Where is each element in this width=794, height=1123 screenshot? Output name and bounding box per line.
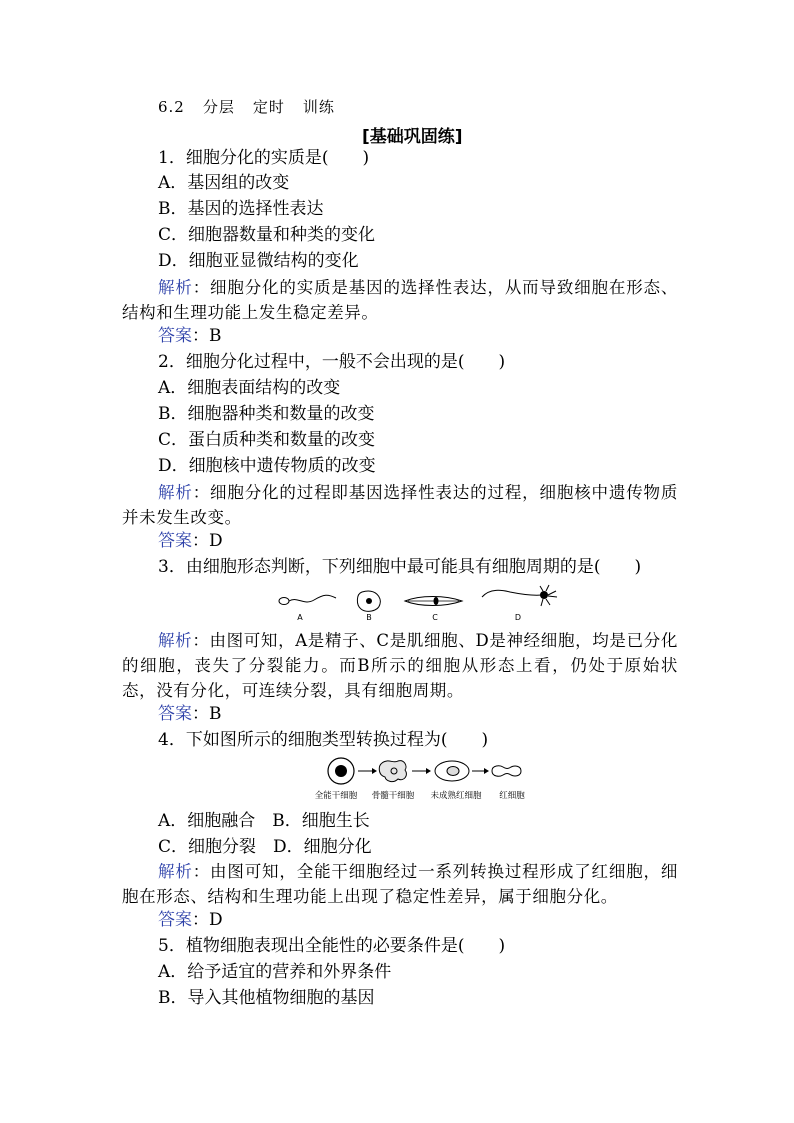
q2-option-d: D．细胞核中遗传物质的改变	[158, 456, 376, 476]
fig-label-a: A	[297, 613, 303, 622]
q4-analysis-text: 由图可知，全能干细胞经过一系列转换过程形成了红细胞，细胞在形态、结构和生理功能上出现了稳定性差异，属于细胞分化。	[122, 862, 678, 906]
heading-part-2: 定时	[252, 98, 285, 116]
answer-label: 答案	[158, 326, 192, 346]
q2-option-a: A．细胞表面结构的改变	[158, 378, 341, 398]
answer-label: 答案	[158, 910, 192, 930]
q2-stem: 2．细胞分化过程中，一般不会出现的是( )	[158, 352, 506, 372]
q4-answer-value: D	[209, 910, 223, 930]
q5-option-a: A．给予适宜的营养和外界条件	[158, 962, 392, 982]
q1-option-c: C．细胞器数量和种类的变化	[158, 225, 376, 245]
heading-part-1: 分层	[202, 98, 235, 116]
q4-answer: 答案：D	[158, 910, 223, 930]
muscle-cell-drawing	[405, 597, 462, 606]
q2-answer: 答案：D	[158, 531, 223, 551]
fig-label-b: B	[366, 613, 372, 622]
sperm-cell-drawing	[279, 595, 336, 604]
q4-cell-transition-figure	[308, 756, 538, 806]
q3-stem: 3．由细胞形态判断，下列细胞中最可能具有细胞周期的是( )	[158, 557, 642, 577]
analysis-label: 解析	[158, 483, 193, 502]
fig-label-d: D	[514, 613, 522, 622]
q1-analysis: 解析：细胞分化的实质是基因的选择性表达，从而导致细胞在形态、结构和生理功能上发生稳定差异。	[122, 278, 678, 322]
q1-option-b: B．基因的选择性表达	[158, 199, 324, 219]
q1-answer: 答案：B	[158, 326, 222, 346]
q4-options-row2: C．细胞分裂 D．细胞分化	[158, 837, 372, 857]
q1-stem: 1．细胞分化的实质是( )	[158, 148, 370, 168]
fig-label-c: C	[432, 613, 438, 622]
answer-label: 答案	[158, 704, 192, 724]
analysis-label: 解析	[158, 278, 193, 297]
answer-label: 答案	[158, 531, 192, 551]
fig-label-totipotent: 全能干细胞	[314, 791, 358, 801]
q3-cell-figure	[270, 582, 570, 624]
q1-option-a: A．基因组的改变	[158, 173, 290, 193]
section-heading	[158, 96, 335, 117]
fig-label-immature: 未成熟红细胞	[430, 791, 482, 801]
q2-answer-value: D	[209, 531, 223, 551]
neuron-cell-drawing	[482, 585, 557, 606]
fig-label-marrow: 骨髓干细胞	[371, 791, 415, 801]
q5-stem: 5．植物细胞表现出全能性的必要条件是( )	[158, 936, 506, 956]
analysis-label: 解析	[158, 862, 193, 881]
heading-part-3: 训练	[302, 98, 335, 116]
fig-label-rbc: 红细胞	[499, 791, 525, 801]
q5-option-b: B．导入其他植物细胞的基因	[158, 988, 375, 1008]
round-cell-drawing	[357, 591, 380, 611]
q2-analysis: 解析：细胞分化的过程即基因选择性表达的过程，细胞核中遗传物质并未发生改变。	[122, 483, 678, 527]
q1-analysis-text: 细胞分化的实质是基因的选择性表达，从而导致细胞在形态、结构和生理功能上发生稳定差异。	[122, 278, 678, 322]
q1-answer-value: B	[209, 326, 222, 346]
q2-analysis-text: 细胞分化的过程即基因选择性表达的过程，细胞核中遗传物质并未发生改变。	[122, 483, 678, 527]
q3-analysis: 解析：由图可知，A是精子、C是肌细胞、D是神经细胞，均是已分化的细胞，丧失了分裂能力。而B所示的细胞从形态上看，仍处于原始状态，没有分化，可连续分裂，具有细胞周期。	[122, 631, 678, 700]
section-number: 6.2	[158, 98, 185, 116]
q2-option-b: B．细胞器种类和数量的改变	[158, 404, 375, 424]
q1-option-d: D．细胞亚显微结构的变化	[158, 251, 359, 271]
q3-answer-value: B	[209, 704, 222, 724]
q4-stem: 4．下如图所示的细胞类型转换过程为( )	[158, 730, 489, 750]
subheading: [基础巩固练]	[362, 127, 463, 147]
q2-option-c: C．蛋白质种类和数量的改变	[158, 430, 376, 450]
q4-analysis: 解析：由图可知，全能干细胞经过一系列转换过程形成了红细胞，细胞在形态、结构和生理功能上出现了稳定性差异，属于细胞分化。	[122, 862, 678, 906]
q3-answer: 答案：B	[158, 704, 222, 724]
q3-analysis-text: 由图可知，A是精子、C是肌细胞、D是神经细胞，均是已分化的细胞，丧失了分裂能力。而B所示的细胞从形态上看，仍处于原始状态，没有分化，可连续分裂，具有细胞周期。	[122, 631, 678, 700]
q4-options-row1: A．细胞融合 B．细胞生长	[158, 811, 370, 831]
analysis-label: 解析	[158, 631, 193, 650]
